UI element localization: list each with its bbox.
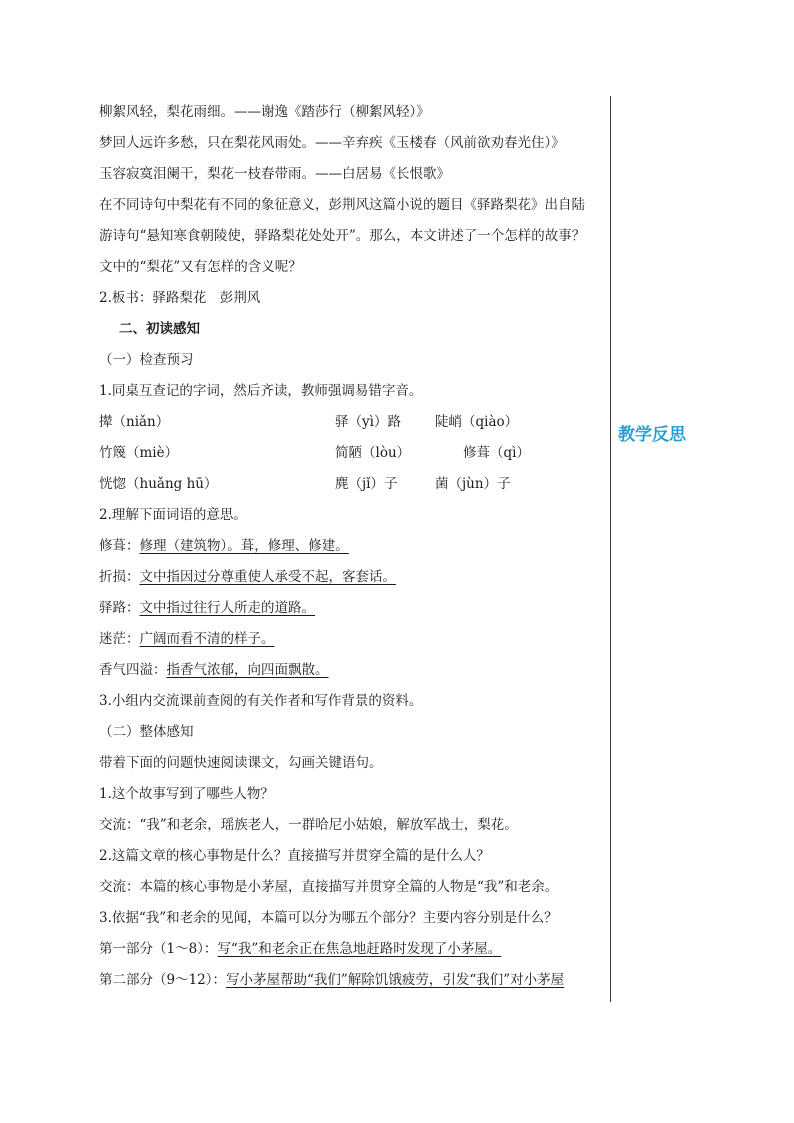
pinyin-item: 撵（niǎn） <box>99 414 170 430</box>
term-label: 修葺： <box>99 538 140 554</box>
answer-1: 交流：“我”和老余，瑶族老人，一群哈尼小姑娘，解放军战士，梨花。 <box>99 817 518 833</box>
pinyin-item: 恍惚（huǎng hū） <box>99 476 218 492</box>
pinyin-item: 麂（jǐ）子 <box>335 476 398 492</box>
term-definition: 指香气浓郁，向四面飘散。 <box>166 662 329 678</box>
poem-line-2: 梦回人远许多愁，只在梨花风雨处。——辛弃疾《玉楼春（风前欲劝春光住）》 <box>99 135 565 151</box>
term-definition: 广阔而看不清的样子。 <box>139 631 275 647</box>
task-3: 3.小组内交流课前查阅的有关作者和写作背景的资料。 <box>99 693 423 709</box>
term-item <box>99 567 396 587</box>
term-item <box>99 660 329 680</box>
pinyin-item: 简陋（lòu） <box>335 445 411 461</box>
intro-paragraph-line-2: 游诗句“悬知寒食朝陵使，驿路梨花处处开”。那么，本文讲述了一个怎样的故事？ <box>99 228 586 244</box>
intro-paragraph-line-3: 文中的“梨花”又有怎样的含义呢？ <box>99 259 302 275</box>
term-label: 折损： <box>99 569 140 585</box>
pinyin-item: 竹篾（miè） <box>99 445 179 461</box>
task-2: 2.理解下面词语的意思。 <box>99 507 247 523</box>
term-definition: 修理（建筑物）。葺，修理、修建。 <box>139 538 349 554</box>
pinyin-item: 修葺（qì） <box>463 445 530 461</box>
part-label: 第一部分（1～8）： <box>99 941 218 957</box>
term-definition: 文中指过往行人所走的道路。 <box>139 600 315 616</box>
answer-2: 交流：本篇的核心事物是小茅屋，直接描写并贯穿全篇的人物是“我”和老余。 <box>99 879 559 895</box>
task-1: 1.同桌互查记的字词，然后齐读，教师强调易错字音。 <box>99 383 423 399</box>
pinyin-item: 驿（yì）路 <box>335 414 401 430</box>
column-divider <box>610 96 611 1002</box>
subsection-check-preview: （一）检查预习 <box>99 352 194 368</box>
term-definition: 文中指因过分尊重使人承受不起，客套话。 <box>139 569 396 585</box>
term-label: 驿路： <box>99 600 140 616</box>
part-2 <box>99 970 564 990</box>
board-title: 2.板书：驿路梨花 彭荆风 <box>99 290 261 306</box>
term-item <box>99 598 315 618</box>
pinyin-item: 菌（jùn）子 <box>435 476 511 492</box>
poem-line-3: 玉容寂寞泪阑干，梨花一枝春带雨。——白居易《长恨歌》 <box>99 166 450 182</box>
poem-line-1: 柳絮风轻，梨花雨细。——谢逸《踏莎行（柳絮风轻）》 <box>99 104 430 120</box>
term-label: 迷茫： <box>99 631 140 647</box>
reading-instruction: 带着下面的问题快速阅读课文，勾画关键语句。 <box>99 755 383 771</box>
term-item <box>99 629 275 649</box>
part-text: 写“我”和老余正在焦急地赶路时发现了小茅屋。 <box>217 941 502 957</box>
pinyin-item: 陡峭（qiào） <box>435 414 519 430</box>
part-text: 写小茅屋帮助“我们”解除饥饿疲劳，引发“我们”对小茅屋 <box>226 972 565 988</box>
question-1: 1.这个故事写到了哪些人物？ <box>99 786 274 802</box>
part-1 <box>99 939 501 959</box>
question-3: 3.依据“我”和老余的见闻，本篇可以分为哪五个部分？主要内容分别是什么？ <box>99 910 558 926</box>
part-label: 第二部分（9～12）： <box>99 972 227 988</box>
term-label: 香气四溢： <box>99 662 167 678</box>
section-heading: 二、初读感知 <box>119 321 200 337</box>
question-2: 2.这篇文章的核心事物是什么？直接描写并贯穿全篇的是什么人？ <box>99 848 490 864</box>
term-item <box>99 536 349 556</box>
intro-paragraph-line-1: 在不同诗句中梨花有不同的象征意义，彭荆风这篇小说的题目《驿路梨花》出自陆 <box>99 197 585 213</box>
teaching-reflection-title: 教学反思 <box>618 425 686 445</box>
subsection-overall: （二）整体感知 <box>99 724 194 740</box>
